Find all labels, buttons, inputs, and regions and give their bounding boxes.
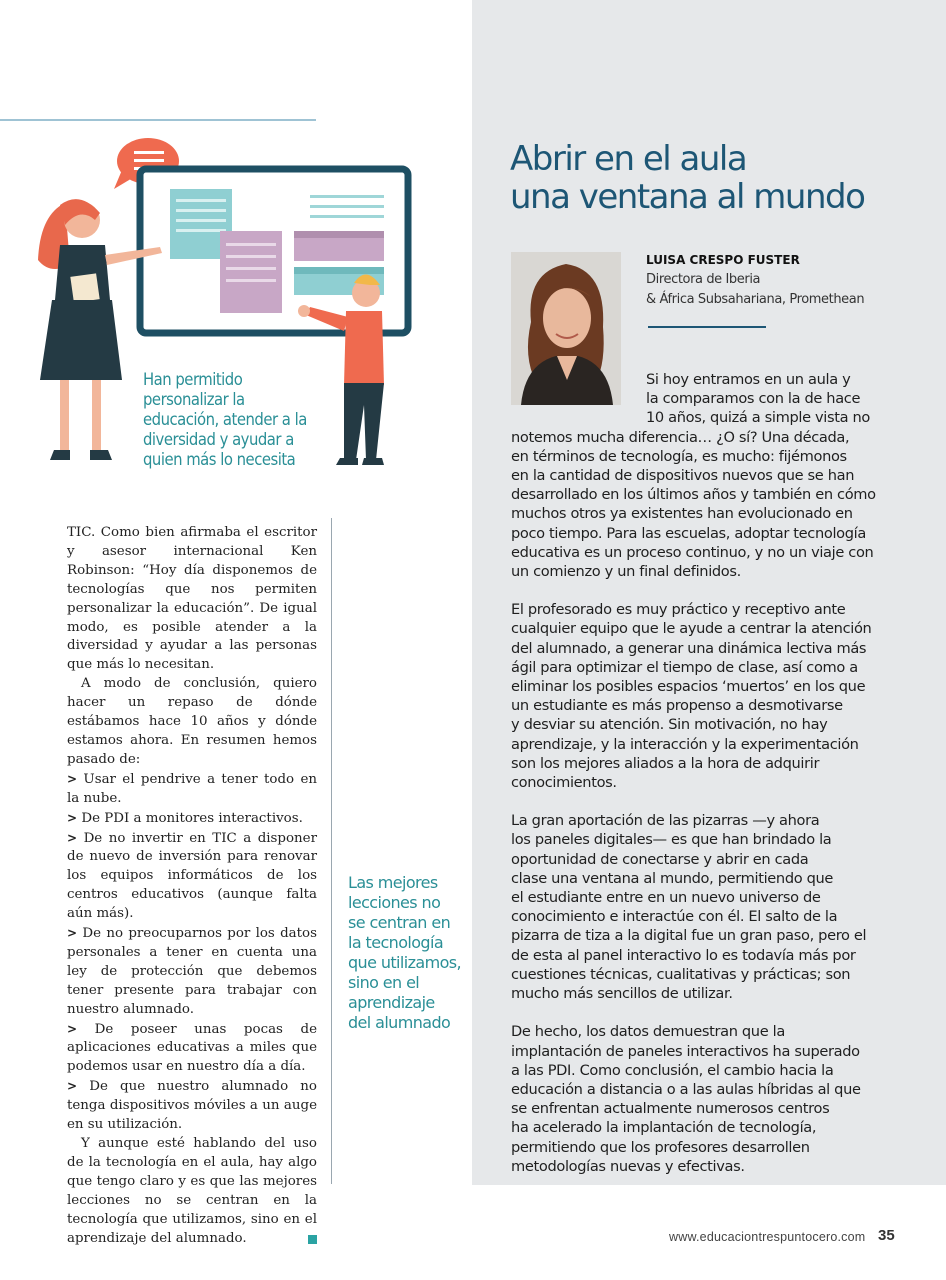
bullet-text: De que nuestro alumnado no tenga dispositivos móviles a un auge en su utilización. bbox=[67, 1079, 317, 1133]
top-divider bbox=[0, 119, 316, 121]
column-divider bbox=[331, 518, 332, 1184]
pullquote-side-line: del alumnado bbox=[348, 1013, 451, 1032]
text-line: ágil para optimizar el tiempo de clase, así como a bbox=[511, 658, 858, 676]
text-line: un estudiante es más propenso a desmotivarse bbox=[511, 697, 843, 715]
paragraph bbox=[67, 1135, 317, 1248]
paragraph bbox=[511, 1022, 883, 1176]
bullet-marker: > bbox=[67, 1079, 78, 1094]
text-line: a las PDI. Como conclusión, el cambio hacia la bbox=[511, 1061, 834, 1079]
article-title bbox=[510, 140, 930, 216]
text-line: conocimiento e interactúe con él. El salto de la bbox=[511, 908, 838, 926]
pullquote-top-line: educación, atender a la bbox=[143, 410, 307, 429]
pullquote-top-line: diversidad y ayudar a bbox=[143, 430, 294, 449]
end-of-article-icon bbox=[308, 1235, 317, 1244]
bullet-item bbox=[67, 770, 317, 809]
text-line: El profesorado es muy práctico y receptivo ante bbox=[511, 601, 846, 619]
text-line: un comienzo y un final definidos. bbox=[511, 563, 741, 581]
pullquote-side bbox=[348, 873, 468, 1033]
bullet-item bbox=[67, 829, 317, 925]
bullet-text: De PDI a monitores interactivos. bbox=[81, 810, 303, 826]
footer-url[interactable]: www.educaciontrespuntocero.com bbox=[669, 1230, 866, 1244]
text-line: permitiendo que los profesores desarrollen bbox=[511, 1138, 810, 1156]
bullet-text: De no preocuparnos por los datos personales a tener en cuenta una ley de protección que debemos tener presente para trabajar con nuestro alumnado. bbox=[67, 926, 317, 1017]
text-line: en la cantidad de dispositivos nuevos que se han bbox=[511, 467, 855, 485]
pullquote-top bbox=[143, 370, 343, 470]
bullet-marker: > bbox=[67, 771, 78, 786]
pullquote-side-line: sino en el bbox=[348, 973, 420, 992]
author-role: Directora de Iberia bbox=[646, 272, 761, 287]
title-line: Abrir en el aula bbox=[510, 139, 747, 179]
author-block bbox=[646, 250, 864, 310]
text-line: los paneles digitales— es que han brindado la bbox=[511, 831, 832, 849]
text-line: se enfrentan actualmente numerosos centros bbox=[511, 1100, 830, 1118]
author-divider bbox=[648, 326, 766, 328]
bullet-marker: > bbox=[67, 830, 78, 845]
text-line: conocimientos. bbox=[511, 774, 617, 792]
paragraph-text: Y aunque esté hablando del uso de la tecnología en el aula, hay algo que tengo claro y es que las mejores lecciones no se centran en la tecnología que utilizamos, sino en el aprendizaje del alumnado. bbox=[67, 1136, 317, 1246]
pullquote-side-line: lecciones no bbox=[348, 893, 441, 912]
text-line: De hecho, los datos demuestran que la bbox=[511, 1023, 785, 1041]
pullquote-side-line: aprendizaje bbox=[348, 993, 435, 1012]
text-line: Si hoy entramos en un aula y bbox=[646, 371, 851, 388]
bullet-marker: > bbox=[67, 926, 78, 941]
pullquote-top-line: quien más lo necesita bbox=[143, 450, 296, 469]
text-line: en términos de tecnología, es mucho: fijémonos bbox=[511, 447, 847, 465]
author-name: LUISA CRESPO FUSTER bbox=[646, 253, 800, 267]
bullet-item bbox=[67, 1077, 317, 1135]
pullquote-top-line: Han permitido bbox=[143, 370, 243, 389]
author-role: & África Subsahariana, Promethean bbox=[646, 292, 865, 307]
text-line: oportunidad de conectarse y abrir en cada bbox=[511, 850, 809, 868]
bullet-item bbox=[67, 924, 317, 1020]
bullet-text: Usar el pendrive a tener todo en la nube. bbox=[67, 771, 317, 806]
text-line: son los mejores aliados a la hora de adquirir bbox=[511, 754, 820, 772]
text-line: implantación de paneles interactivos ha superado bbox=[511, 1042, 860, 1060]
text-line: eliminar los posibles espacios ‘muertos’ en los que bbox=[511, 678, 866, 696]
text-line: ha acelerado la implantación de tecnología, bbox=[511, 1119, 817, 1137]
paragraph bbox=[511, 811, 883, 1003]
text-line: notemos mucha diferencia… ¿O sí? Una década, bbox=[511, 428, 850, 446]
text-line: pizarra de tiza a la digital fue un gran paso, pero el bbox=[511, 927, 867, 945]
bullet-marker: > bbox=[67, 810, 78, 825]
left-column-body bbox=[67, 524, 317, 1248]
pullquote-side-line: se centran en bbox=[348, 913, 451, 932]
paragraph bbox=[511, 370, 883, 581]
text-line: mucho más sencillos de utilizar. bbox=[511, 985, 733, 1003]
text-line: poco tiempo. Para las escuelas, adoptar tecnología bbox=[511, 524, 866, 542]
paragraph bbox=[511, 600, 883, 792]
text-line: educación a distancia o a las aulas híbridas al que bbox=[511, 1080, 861, 1098]
pullquote-top-line: personalizar la bbox=[143, 390, 245, 409]
pullquote-side-line: Las mejores bbox=[348, 873, 438, 892]
text-line: 10 años, quizá a simple vista no bbox=[646, 409, 870, 427]
bullet-item bbox=[67, 809, 317, 829]
text-line: La gran aportación de las pizarras —y ahora bbox=[511, 812, 820, 830]
paragraph: TIC. Como bien afirmaba el escritor y asesor internacional Ken Robinson: “Hoy día disponemos de tecnologías que nos permiten personalizar la educación”. De igual modo, es posible atender a la diversidad y ayudar a las personas que más lo necesitan. bbox=[67, 525, 317, 673]
text-line: clase una ventana al mundo, permitiendo que bbox=[511, 869, 834, 887]
right-column-body bbox=[511, 370, 883, 1195]
text-line: educativa es un proceso continuo, y no un viaje con bbox=[511, 543, 874, 561]
bullet-item bbox=[67, 1020, 317, 1078]
text-line: de esta al panel interactivo lo es todavía más por bbox=[511, 946, 856, 964]
text-line: y desviar su atención. Sin motivación, no hay bbox=[511, 716, 828, 734]
page-number: 35 bbox=[878, 1227, 895, 1244]
text-line: metodologías nuevas y efectivas. bbox=[511, 1157, 745, 1175]
text-line: desarrollado en los últimos años y también en cómo bbox=[511, 486, 876, 504]
bullet-text: De no invertir en TIC a disponer de nuevo de inversión para renovar los equipos informáticos de los centros educativos (aunque falta aún más). bbox=[67, 830, 317, 922]
bullet-marker: > bbox=[67, 1021, 78, 1036]
text-line: cuestiones técnicas, cualitativas y prácticas; son bbox=[511, 965, 851, 983]
text-line: del alumnado, a generar una dinámica lectiva más bbox=[511, 639, 867, 657]
text-line: el estudiante entre en un nuevo universo de bbox=[511, 889, 821, 907]
bullet-text: De poseer unas pocas de aplicaciones educativas a miles que podemos usar en nuestro día a día. bbox=[67, 1021, 317, 1075]
text-line: aprendizaje, y la interacción y la experimentación bbox=[511, 735, 859, 753]
text-line: muchos otros ya existentes han evolucionado en bbox=[511, 505, 853, 523]
text-line: la comparamos con la de hace bbox=[646, 390, 861, 408]
title-line: una ventana al mundo bbox=[510, 177, 865, 217]
pullquote-side-line: que utilizamos, bbox=[348, 953, 461, 972]
pullquote-side-line: la tecnología bbox=[348, 933, 444, 952]
text-line: cualquier equipo que le ayude a centrar la atención bbox=[511, 620, 872, 638]
paragraph: A modo de conclusión, quiero hacer un repaso de dónde estábamos hace 10 años y dónde estamos ahora. En resumen hemos pasado de: bbox=[67, 676, 317, 767]
